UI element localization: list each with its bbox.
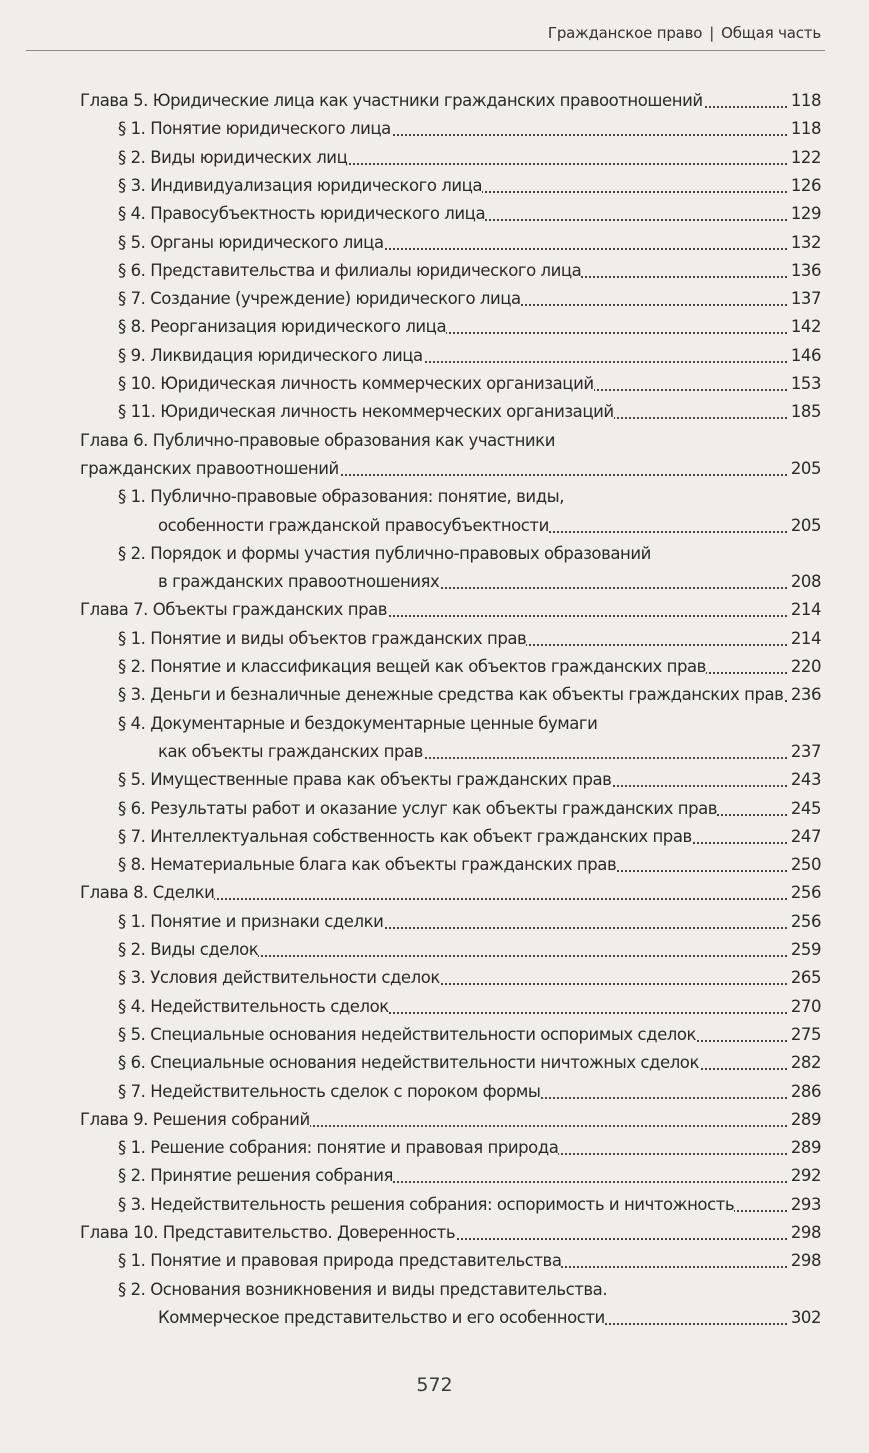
toc-section-line	[0, 1022, 869, 1048]
toc-page-number: 208	[790, 572, 821, 592]
toc-page-number: 137	[790, 289, 821, 309]
toc-section-line	[0, 371, 869, 397]
toc-page-number: 298	[790, 1223, 821, 1242]
section-title: особенности гражданской правосубъектности	[158, 513, 549, 539]
toc-section-line	[0, 767, 869, 793]
section-title: § 2. Порядок и формы участия публично-правовых образований	[118, 541, 651, 567]
toc-section-line	[0, 909, 869, 935]
section-title: § 2. Виды юридических лиц	[118, 145, 347, 171]
section-title: § 7. Недействительность сделок с пороком формы	[118, 1079, 540, 1105]
toc-page-number: 205	[790, 515, 821, 535]
toc-page-number: 236	[790, 685, 821, 705]
toc-section-line	[0, 937, 869, 963]
toc-page-number: 118	[790, 91, 821, 110]
toc-section-line	[0, 626, 869, 652]
toc-section-line	[0, 1192, 869, 1218]
toc-section-line	[0, 343, 869, 369]
toc-page-number: 153	[790, 374, 821, 393]
toc-section-line	[0, 1135, 869, 1161]
section-title: § 2. Понятие и классификация вещей как объектов гражданских прав	[118, 654, 706, 680]
chapter-title: гражданских правоотношений	[80, 456, 339, 482]
header-book-title: Гражданское право	[547, 24, 703, 42]
page-number: 572	[416, 1374, 453, 1396]
section-title: § 1. Понятие и признаки сделки	[118, 909, 383, 935]
section-title: § 1. Понятие юридического лица	[118, 116, 391, 142]
section-title: § 7. Создание (учреждение) юридического лица	[118, 286, 521, 312]
toc-chapter-line	[0, 880, 869, 906]
toc-section-line	[0, 399, 869, 425]
section-title: Коммерческое представительство и его особенности	[158, 1305, 605, 1331]
toc-section-line	[0, 739, 869, 765]
toc-section-line	[0, 994, 869, 1020]
toc-page-number: 132	[790, 232, 821, 252]
section-title: § 9. Ликвидация юридического лица	[118, 343, 423, 369]
section-title: § 4. Документарные и бездокументарные ценные бумаги	[118, 711, 597, 737]
section-title: § 10. Юридическая личность коммерческих организаций	[118, 371, 594, 397]
toc-section-line	[0, 541, 869, 567]
section-title: § 6. Специальные основания недействительности ничтожных сделок	[118, 1050, 699, 1076]
toc-chapter-line	[0, 456, 869, 482]
toc-page-number: 259	[790, 940, 821, 959]
section-title: § 1. Понятие и виды объектов гражданских прав	[118, 626, 526, 652]
chapter-title: Глава 9. Решения собраний	[80, 1107, 310, 1133]
toc-chapter-line	[0, 88, 869, 114]
section-title: в гражданских правоотношениях	[158, 569, 439, 595]
section-title: § 5. Имущественные права как объекты гражданских прав	[118, 767, 611, 793]
section-title: § 8. Нематериальные блага как объекты гражданских прав	[118, 852, 616, 878]
section-title: § 1. Публично-правовые образования: понятие, виды,	[118, 484, 564, 510]
toc-page-number: 129	[790, 204, 821, 224]
toc-page-number: 126	[790, 175, 821, 195]
toc-section-line	[0, 569, 869, 595]
toc-section-line	[0, 513, 869, 539]
section-title: § 5. Специальные основания недействительности оспоримых сделок	[118, 1022, 696, 1048]
toc-section-line	[0, 258, 869, 284]
chapter-title: Глава 10. Представительство. Доверенность	[80, 1220, 455, 1246]
section-title: § 1. Понятие и правовая природа представительства	[118, 1248, 561, 1274]
section-title: § 3. Условия действительности сделок	[118, 965, 440, 991]
toc-page-number: 256	[790, 911, 821, 931]
toc-section-line	[0, 230, 869, 256]
section-title: § 3. Индивидуализация юридического лица	[118, 173, 482, 199]
section-title: § 3. Деньги и безналичные денежные средства как объекты гражданских прав	[118, 682, 783, 708]
toc-page-number: 289	[790, 1109, 821, 1129]
section-title: § 1. Решение собрания: понятие и правовая природа	[118, 1135, 558, 1161]
toc-page-number: 142	[790, 317, 821, 337]
toc-page-number: 270	[790, 996, 821, 1016]
toc-page-number: 237	[790, 741, 821, 761]
toc-page-number: 214	[790, 628, 821, 648]
toc-section-line	[0, 852, 869, 878]
toc-chapter-line	[0, 597, 869, 623]
toc-section-line	[0, 824, 869, 850]
toc-section-line	[0, 116, 869, 142]
section-title: § 4. Правосубъектность юридического лица	[118, 201, 485, 227]
toc-section-line	[0, 654, 869, 680]
toc-page-number: 146	[790, 345, 821, 365]
toc-chapter-line	[0, 1107, 869, 1133]
toc-page-number: 282	[790, 1053, 821, 1073]
toc-page-number: 247	[790, 826, 821, 846]
chapter-title: Глава 6. Публично-правовые образования как участники	[80, 428, 555, 454]
section-title: § 2. Основания возникновения и виды представительства.	[118, 1277, 607, 1303]
toc-section-line	[0, 201, 869, 227]
toc-section-line	[0, 1050, 869, 1076]
toc-section-line	[0, 1079, 869, 1105]
header-part-title: Общая часть	[721, 24, 821, 42]
toc-page-number: 136	[790, 260, 821, 280]
toc-section-line	[0, 484, 869, 510]
toc-page-number: 293	[790, 1194, 821, 1214]
toc-page-number: 243	[790, 770, 821, 790]
toc-section-line	[0, 173, 869, 199]
toc-section-line	[0, 286, 869, 312]
toc-page-number: 185	[790, 402, 821, 422]
section-title: § 7. Интеллектуальная собственность как объект гражданских прав	[118, 824, 692, 850]
toc-page-number: 245	[790, 798, 821, 818]
toc-chapter-line	[0, 428, 869, 454]
section-title: § 3. Недействительность решения собрания: оспоримость и ничтожность	[118, 1192, 734, 1218]
section-title: § 8. Реорганизация юридического лица	[118, 314, 446, 340]
toc-page-number: 275	[790, 1024, 821, 1044]
section-title: § 2. Виды сделок	[118, 937, 258, 963]
toc-page-number: 214	[790, 600, 821, 620]
section-title: как объекты гражданских прав	[158, 739, 423, 765]
toc-section-line	[0, 965, 869, 991]
toc-section-line	[0, 1248, 869, 1274]
toc-page-number: 292	[790, 1166, 821, 1186]
toc-section-line	[0, 796, 869, 822]
toc-page-number: 289	[790, 1138, 821, 1158]
toc-section-line	[0, 711, 869, 737]
toc-page-number: 256	[790, 883, 821, 903]
toc-page-number: 122	[790, 147, 821, 167]
header-separator: |	[709, 24, 715, 42]
toc-page-number: 118	[790, 119, 821, 139]
chapter-title: Глава 5. Юридические лица как участники гражданских правоотношений	[80, 88, 703, 114]
toc-page-number: 205	[790, 458, 821, 478]
toc-page-number: 302	[790, 1307, 821, 1327]
toc-section-line	[0, 145, 869, 171]
toc-section-line	[0, 682, 869, 708]
section-title: § 6. Представительства и филиалы юридического лица	[118, 258, 581, 284]
toc-section-line	[0, 1305, 869, 1331]
toc-page-number: 298	[790, 1251, 821, 1271]
section-title: § 11. Юридическая личность некоммерческих организаций	[118, 399, 614, 425]
chapter-title: Глава 8. Сделки	[80, 880, 214, 906]
section-title: § 5. Органы юридического лица	[118, 230, 384, 256]
toc-section-line	[0, 1277, 869, 1303]
toc-page-number: 250	[790, 855, 821, 875]
toc-section-line	[0, 1163, 869, 1189]
toc-page-number: 220	[790, 657, 821, 676]
section-title: § 6. Результаты работ и оказание услуг как объекты гражданских прав	[118, 796, 717, 822]
chapter-title: Глава 7. Объекты гражданских прав	[80, 597, 387, 623]
toc-page-number: 265	[790, 968, 821, 988]
toc-chapter-line	[0, 1220, 869, 1246]
section-title: § 4. Недействительность сделок	[118, 994, 389, 1020]
toc-page-number: 286	[790, 1081, 821, 1101]
section-title: § 2. Принятие решения собрания	[118, 1163, 393, 1189]
toc-section-line	[0, 314, 869, 340]
